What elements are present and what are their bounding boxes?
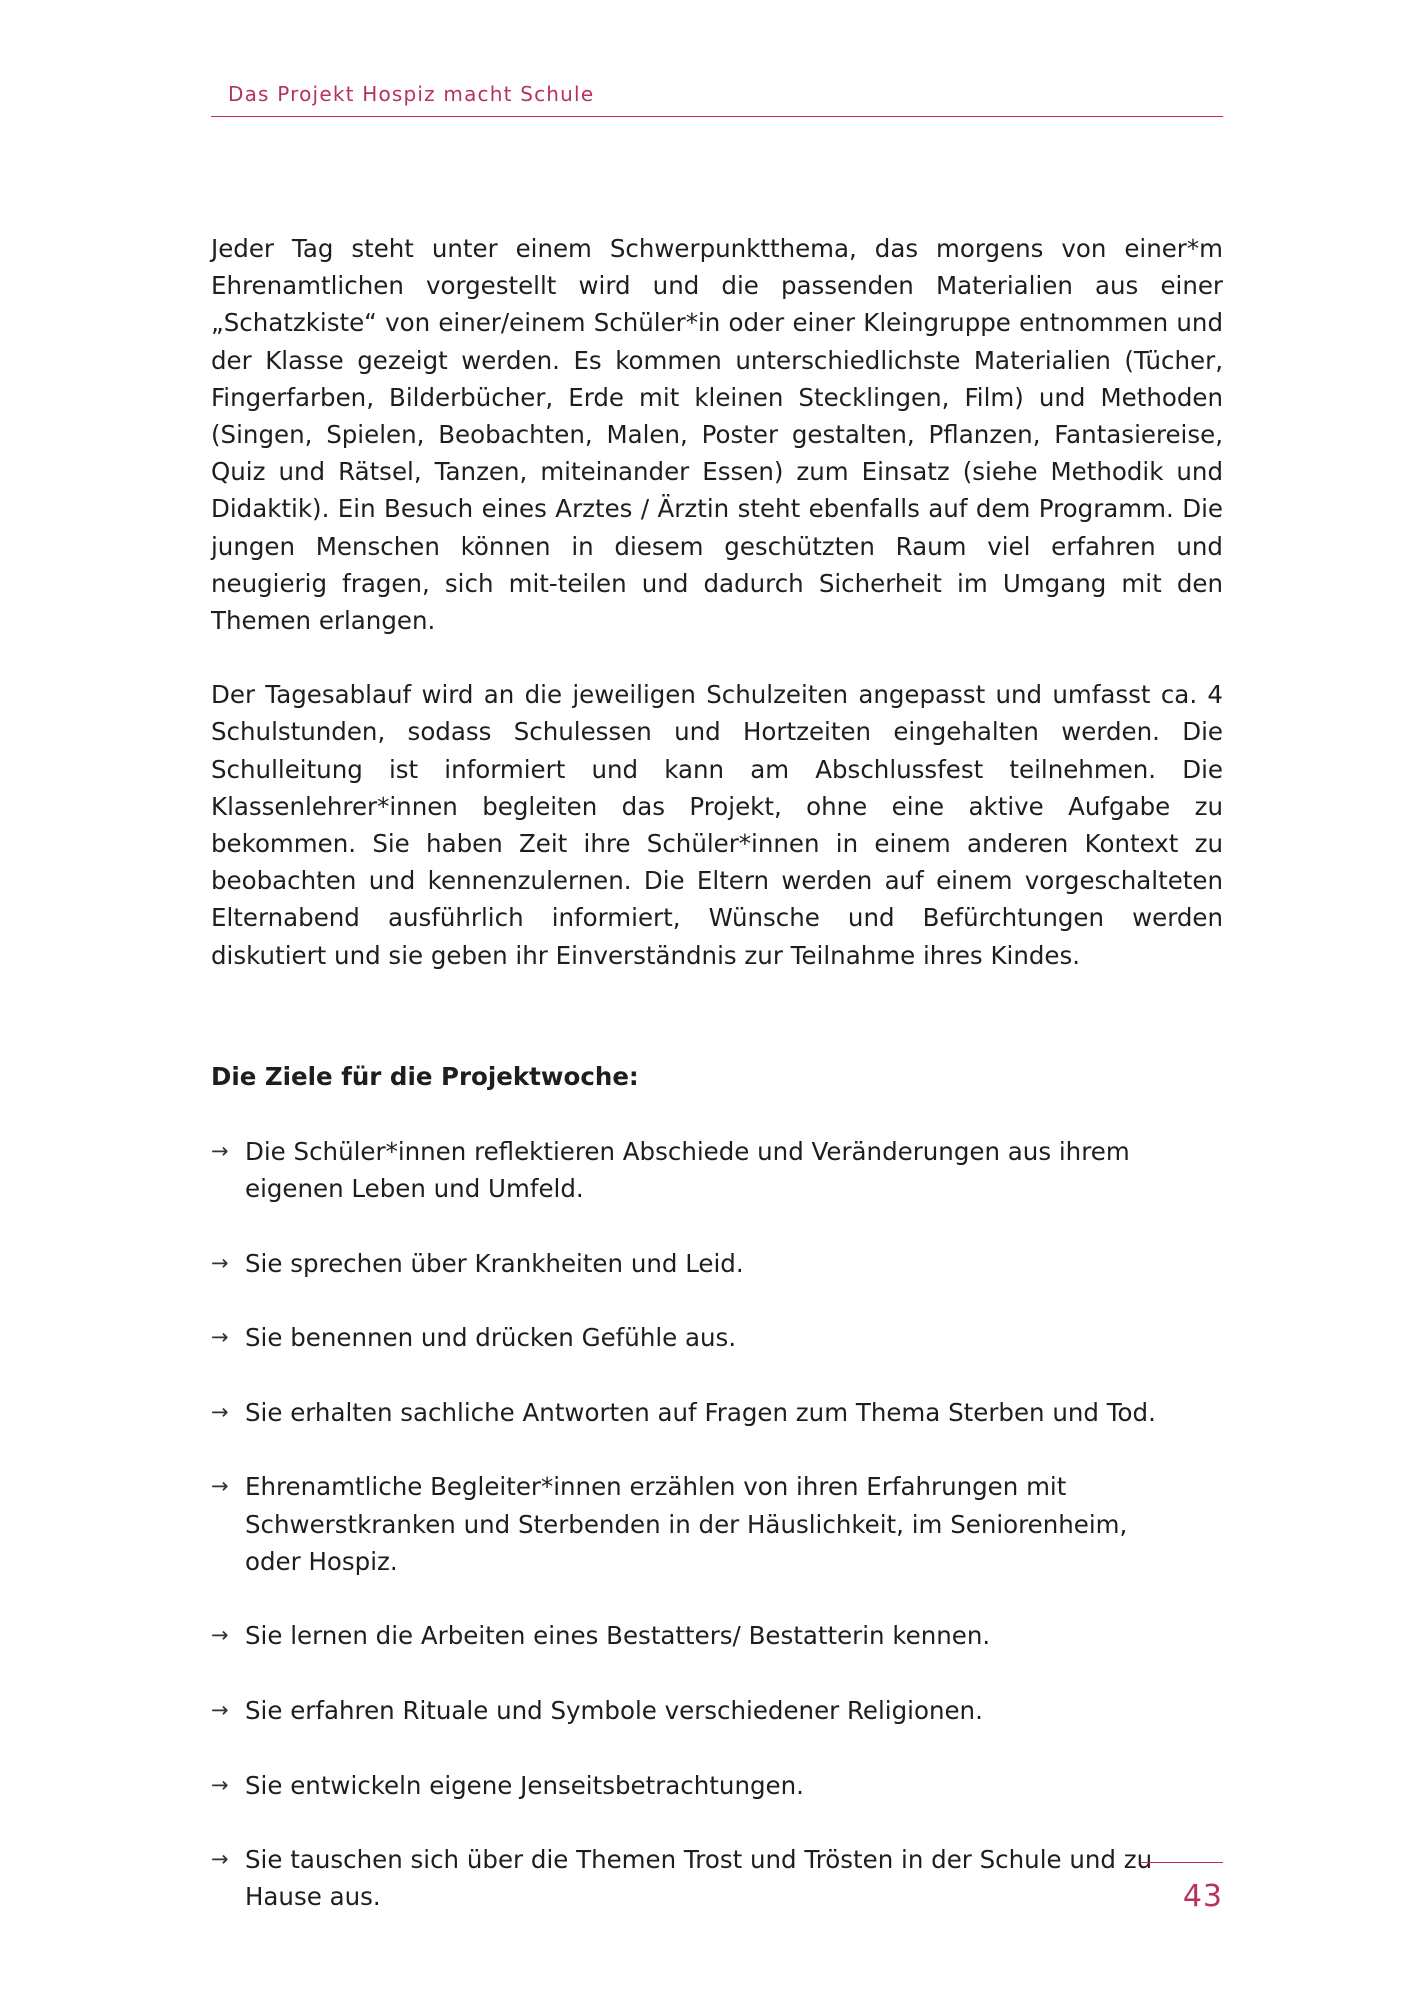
goal-text: Sie erhalten sachliche Antworten auf Fragen zum Thema Sterben und Tod.	[245, 1397, 1156, 1427]
body-paragraph: Jeder Tag steht unter einem Schwerpunktthema, das morgens von einer*m Ehrenamtlichen vorgestellt wird und die passenden Materialien aus einer „Schatzkiste“ von einer/einem Schüler*in oder einer Kleingruppe entnommen und der Klasse gezeigt werden. Es kommen unterschiedlichste Materialien (Tücher, Fingerfarben, Bilderbücher, Erde mit kleinen Stecklingen, Film) und Methoden (Singen, Spielen, Beobachten, Malen, Poster gestalten, Pflanzen, Fantasiereise, Quiz und Rätsel, Tanzen, miteinander Essen) zum Einsatz (siehe Methodik und Didaktik). Ein Besuch eines Arztes / Ärztin steht ebenfalls auf dem Programm. Die jungen Menschen können in diesem geschützten Raum viel erfahren und neugierig fragen, sich mit-teilen und dadurch Sicherheit im Umgang mit den Themen erlangen.	[211, 234, 1223, 636]
goal-text: Sie benennen und drücken Gefühle aus.	[245, 1323, 737, 1353]
goal-text: Sie entwickeln eigene Jenseitsbetrachtungen.	[245, 1770, 804, 1800]
goal-text: Sie sprechen über Krankheiten und Leid.	[245, 1248, 744, 1278]
goal-text: Die Schüler*innen reflektieren Abschiede und Veränderungen aus ihrem eigenen Leben und Umfeld.	[245, 1136, 1130, 1204]
arrow-right-icon: →	[211, 1623, 229, 1648]
goals-list	[211, 1133, 1171, 1916]
arrow-right-icon: →	[211, 1847, 229, 1872]
goal-item	[211, 1133, 1171, 1207]
goal-item	[211, 1394, 1171, 1431]
arrow-right-icon: →	[211, 1325, 229, 1350]
arrow-right-icon: →	[211, 1138, 229, 1163]
goal-item	[211, 1841, 1171, 1915]
arrow-right-icon: →	[211, 1772, 229, 1797]
arrow-right-icon: →	[211, 1250, 229, 1275]
page-footer	[1140, 1862, 1223, 1914]
goal-item	[211, 1617, 1171, 1654]
goal-text: Sie tauschen sich über die Themen Trost und Trösten in der Schule und zu Hause aus.	[245, 1845, 1153, 1912]
goal-item	[211, 1767, 1171, 1804]
goal-text: Sie erfahren Rituale und Symbole verschiedener Religionen.	[245, 1696, 983, 1726]
goals-heading: Die Ziele für die Projektwoche:	[211, 1061, 639, 1091]
page-content	[211, 230, 1223, 1916]
goal-item	[211, 1468, 1171, 1580]
running-header	[211, 84, 1223, 117]
arrow-right-icon: →	[211, 1698, 229, 1723]
page-number: 43	[1182, 1879, 1223, 1914]
arrow-right-icon: →	[211, 1474, 229, 1499]
body-paragraph: Der Tagesablauf wird an die jeweiligen Schulzeiten angepasst und umfasst ca. 4 Schulstunden, sodass Schulessen und Hortzeiten eingehalten werden. Die Schulleitung ist informiert und kann am Abschlussfest teilnehmen. Die Klassenlehrer*innen begleiten das Projekt, ohne eine aktive Aufgabe zu bekommen. Sie haben Zeit ihre Schüler*innen in einem anderen Kontext zu beobachten und kennenzulernen. Die Eltern werden auf einem vorgeschalteten Elternabend ausführlich informiert, Wünsche und Befürchtungen werden diskutiert und sie geben ihr Einverständnis zur Teilnahme ihres Kindes.	[211, 680, 1223, 970]
goal-item	[211, 1692, 1171, 1729]
goal-text: Sie lernen die Arbeiten eines Bestatters/ Bestatterin kennen.	[245, 1621, 991, 1651]
goal-item	[211, 1319, 1171, 1356]
arrow-right-icon: →	[211, 1399, 229, 1424]
running-header-title: Das Projekt Hospiz macht Schule	[228, 82, 595, 106]
goal-item	[211, 1245, 1171, 1282]
goal-text: Ehrenamtliche Begleiter*innen erzählen von ihren Erfahrungen mit Schwerstkranken und Sterbenden in der Häuslichkeit, im Seniorenheim, oder Hospiz.	[245, 1472, 1128, 1576]
